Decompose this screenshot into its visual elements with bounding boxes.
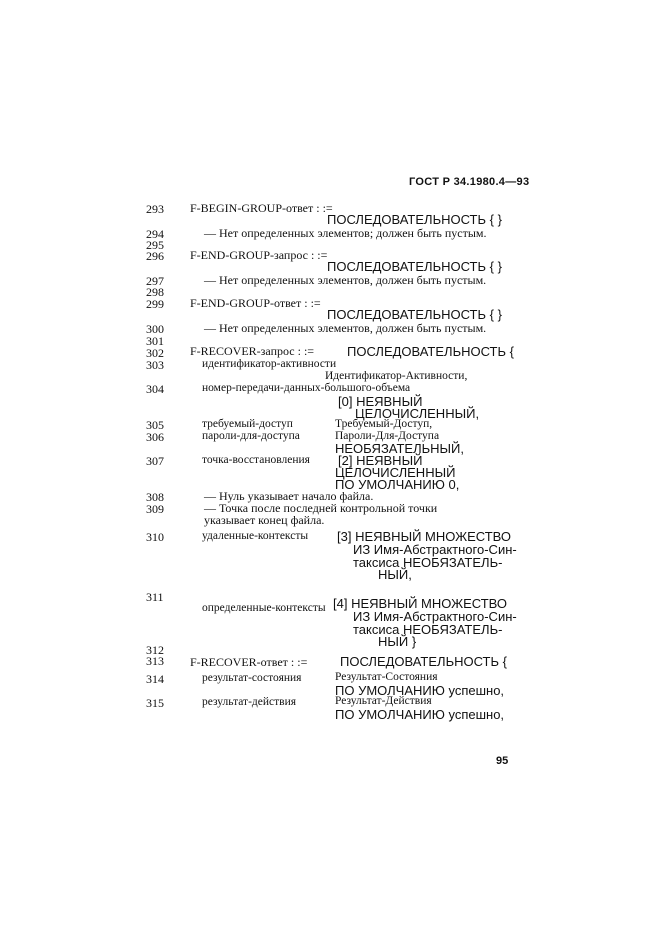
field-type: [2] НЕЯВНЫЙ: [338, 453, 423, 468]
line-number: 293: [146, 202, 164, 216]
field-name: номер-передачи-данных-большого-объема: [202, 382, 411, 394]
line-number: 313: [146, 654, 164, 668]
comment: — Нет определенных элементов; должен быть пустым.: [204, 226, 487, 240]
type-definition: F-RECOVER-ответ : :=: [190, 655, 308, 669]
field-type: ЦЕЛОЧИСЛЕННЫЙ: [335, 465, 456, 480]
line-number: 305: [146, 418, 164, 432]
field-type: ПО УМОЛЧАНИЮ успешно,: [335, 683, 505, 698]
type-body: ПОСЛЕДОВАТЕЛЬНОСТЬ {: [347, 344, 514, 359]
page-number: 95: [496, 755, 509, 767]
line-number: 315: [146, 696, 164, 710]
type-definition: F-BEGIN-GROUP-ответ : :=: [190, 201, 333, 215]
comment: — Нуль указывает начало файла.: [204, 489, 374, 503]
field-type: НЫЙ,: [378, 567, 412, 582]
field-name: идентификатор-активности: [202, 358, 337, 370]
comment: — Нет определенных элементов, должен быть пустым.: [204, 321, 487, 335]
field-type: Пароли-Для-Доступа: [335, 430, 440, 442]
field-type: Результат-Действия: [335, 695, 432, 707]
line-number: 308: [146, 490, 164, 504]
line-number: 299: [146, 297, 164, 311]
field-type: Результат-Состояния: [335, 671, 438, 683]
field-name: определенные-контексты: [202, 602, 326, 614]
field-type: [0] НЕЯВНЫЙ: [338, 394, 423, 409]
field-type: ИЗ Имя-Абстрактного-Син-: [353, 609, 517, 624]
type-body: ПОСЛЕДОВАТЕЛЬНОСТЬ { }: [327, 307, 502, 322]
line-number: 310: [146, 530, 164, 544]
field-type: ЦЕЛОЧИСЛЕННЫЙ,: [355, 406, 480, 421]
line-number: 296: [146, 249, 164, 263]
line-number: 304: [146, 382, 164, 396]
field-name: пароли-для-доступа: [202, 430, 300, 442]
line-number: 314: [146, 672, 164, 686]
type-definition: F-END-GROUP-ответ : :=: [190, 296, 321, 310]
page-header: ГОСТ Р 34.1980.4—93: [409, 176, 530, 188]
field-type: ПО УМОЛЧАНИЮ успешно,: [335, 707, 505, 722]
type-body: ПОСЛЕДОВАТЕЛЬНОСТЬ {: [340, 654, 507, 669]
field-type: [3] НЕЯВНЫЙ МНОЖЕСТВО: [337, 529, 512, 544]
field-type: НЕОБЯЗАТЕЛЬНЫЙ,: [335, 441, 464, 456]
field-name: требуемый-доступ: [202, 418, 293, 430]
field-name: результат-действия: [202, 696, 297, 708]
line-number: 297: [146, 274, 164, 288]
field-type: НЫЙ }: [378, 634, 417, 649]
line-number: 295: [146, 238, 164, 252]
comment: — Нет определенных элементов, должен быть пустым.: [204, 273, 487, 287]
field-name: результат-состояния: [202, 672, 302, 684]
type-definition: F-RECOVER-запрос : :=: [190, 344, 315, 358]
field-type: [4] НЕЯВНЫЙ МНОЖЕСТВО: [333, 596, 508, 611]
field-type: ИЗ Имя-Абстрактного-Син-: [353, 542, 517, 557]
line-number: 312: [146, 643, 164, 657]
line-number: 309: [146, 502, 164, 516]
line-number: 311: [146, 590, 164, 604]
field-name: точка-восстановления: [202, 454, 310, 466]
line-number: 306: [146, 430, 164, 444]
field-name: удаленные-контексты: [202, 530, 309, 542]
line-number: 298: [146, 285, 164, 299]
type-definition: F-END-GROUP-запрос : :=: [190, 248, 328, 262]
line-number: 302: [146, 346, 164, 360]
field-type: Идентификатор-Активности,: [325, 370, 468, 382]
type-body: ПОСЛЕДОВАТЕЛЬНОСТЬ { }: [327, 259, 502, 274]
comment: — Точка после последней контрольной точки: [204, 501, 438, 515]
line-number: 307: [146, 454, 164, 468]
line-number: 303: [146, 358, 164, 372]
line-number: 294: [146, 227, 164, 241]
type-body: ПОСЛЕДОВАТЕЛЬНОСТЬ { }: [327, 212, 502, 227]
comment: указывает конец файла.: [204, 513, 325, 527]
line-number: 300: [146, 322, 164, 336]
line-number: 301: [146, 334, 164, 348]
field-type: таксиса НЕОБЯЗАТЕЛЬ-: [353, 622, 503, 637]
field-type: Требуемый-Доступ,: [335, 418, 433, 430]
field-type: ПО УМОЛЧАНИЮ 0,: [335, 477, 460, 492]
field-type: таксиса НЕОБЯЗАТЕЛЬ-: [353, 555, 503, 570]
